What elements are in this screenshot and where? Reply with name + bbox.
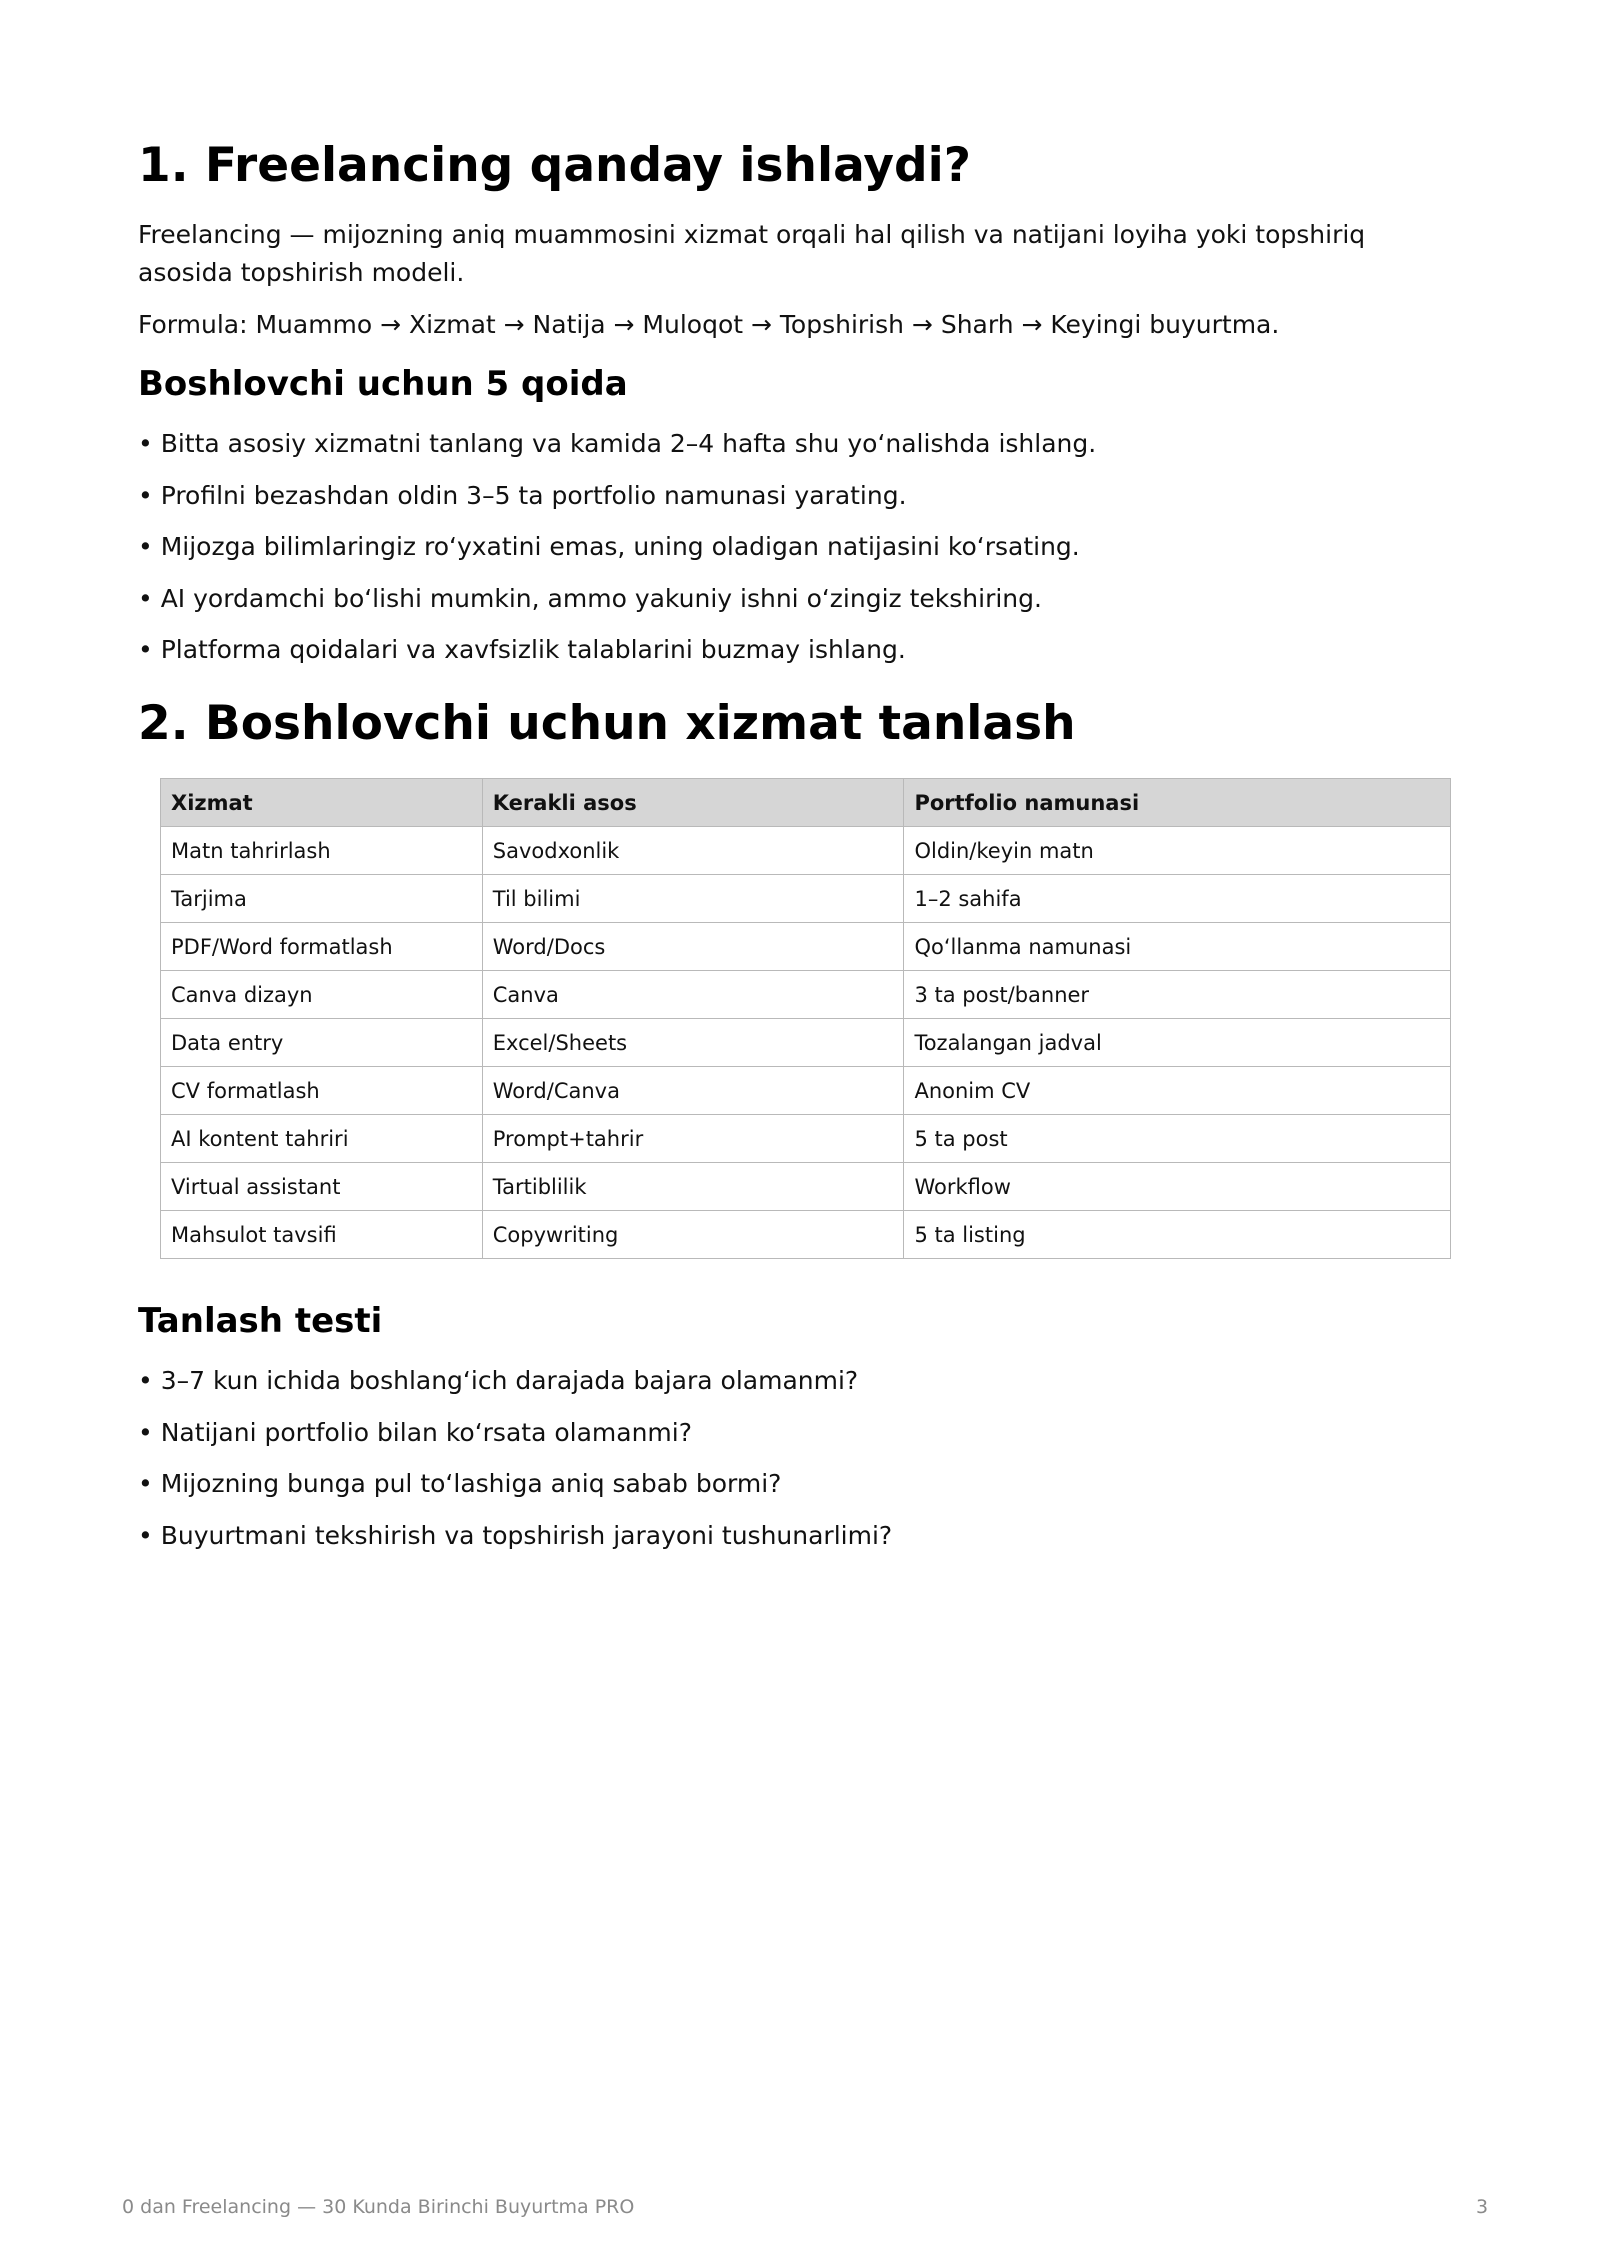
table-cell: Word/Docs — [482, 923, 904, 971]
table-row — [161, 1211, 1451, 1259]
section-1-intro: Freelancing — mijozning aniq muammosini xizmat orqali hal qilish va natijani loyiha yoki topshiriq asosida topshirish modeli. — [138, 220, 1366, 287]
table-cell: 5 ta post — [904, 1115, 1451, 1163]
table-cell: Virtual assistant — [161, 1163, 483, 1211]
selection-test-list — [138, 1355, 892, 1561]
table-cell: Mahsulot tavsifi — [161, 1211, 483, 1259]
table-cell: Copywriting — [482, 1211, 904, 1259]
section-1-title: 1. Freelancing qanday ishlaydi? — [138, 138, 971, 193]
section-1-formula: Formula: Muammo → Xizmat → Natija → Muloqot → Topshirish → Sharh → Keyingi buyurtma. — [138, 310, 1280, 339]
table-cell: Tartiblilik — [482, 1163, 904, 1211]
table-row — [161, 875, 1451, 923]
table-cell: PDF/Word formatlash — [161, 923, 483, 971]
table-cell: Til bilimi — [482, 875, 904, 923]
page-number: 3 — [1476, 2196, 1489, 2218]
table-row — [161, 971, 1451, 1019]
list-item: • 3–7 kun ichida boshlang‘ich darajada bajara olamanmi? — [138, 1366, 859, 1395]
list-item: • Platforma qoidalari va xavfsizlik talablarini buzmay ishlang. — [138, 635, 906, 664]
list-item: • Natijani portfolio bilan ko‘rsata olamanmi? — [138, 1417, 692, 1447]
list-item: • AI yordamchi bo‘lishi mumkin, ammo yakuniy ishni o‘zingiz tekshiring. — [138, 583, 1042, 613]
table-cell: Excel/Sheets — [482, 1019, 904, 1067]
table-cell: Canva dizayn — [161, 971, 483, 1019]
table-cell: Oldin/keyin matn — [904, 827, 1451, 875]
table-cell: 3 ta post/banner — [904, 971, 1451, 1019]
footer-title: 0 dan Freelancing — 30 Kunda Birinchi Buyurtma PRO — [122, 2196, 635, 2218]
table-row — [161, 1163, 1451, 1211]
section-2-title: 2. Boshlovchi uchun xizmat tanlash — [138, 696, 1076, 751]
list-item: • Mijozning bunga pul to‘lashiga aniq sabab bormi? — [138, 1469, 782, 1498]
table-row — [161, 1115, 1451, 1163]
table-cell: 1–2 sahifa — [904, 875, 1451, 923]
list-item: • Mijozga bilimlaringiz ro‘yxatini emas, uning oladigan natijasini ko‘rsating. — [138, 532, 1080, 561]
table-cell: Data entry — [161, 1019, 483, 1067]
table-cell: CV formatlash — [161, 1067, 483, 1115]
table-cell: Savodxonlik — [482, 827, 904, 875]
services-table — [160, 778, 1451, 1259]
table-cell: Prompt+tahrir — [482, 1115, 904, 1163]
table-cell: Matn tahrirlash — [161, 827, 483, 875]
table-row — [161, 923, 1451, 971]
column-header: Kerakli asos — [482, 779, 904, 827]
rules-heading: Boshlovchi uchun 5 qoida — [138, 364, 628, 404]
rules-list — [138, 418, 1096, 676]
table-cell: AI kontent tahriri — [161, 1115, 483, 1163]
table-cell: 5 ta listing — [904, 1211, 1451, 1259]
table-header-row — [161, 779, 1451, 827]
list-item: • Profilni bezashdan oldin 3–5 ta portfolio namunasi yarating. — [138, 480, 907, 510]
table-row — [161, 1019, 1451, 1067]
table-cell: Workflow — [904, 1163, 1451, 1211]
selection-test-heading: Tanlash testi — [138, 1301, 383, 1341]
table-cell: Tarjima — [161, 875, 483, 923]
column-header: Xizmat — [161, 779, 483, 827]
table-cell: Qo‘llanma namunasi — [904, 923, 1451, 971]
table-cell: Anonim CV — [904, 1067, 1451, 1115]
list-item: • Bitta asosiy xizmatni tanlang va kamida 2–4 hafta shu yo‘nalishda ishlang. — [138, 429, 1097, 458]
table-cell: Tozalangan jadval — [904, 1019, 1451, 1067]
column-header: Portfolio namunasi — [904, 779, 1451, 827]
table-row — [161, 1067, 1451, 1115]
list-item: • Buyurtmani tekshirish va topshirish jarayoni tushunarlimi? — [138, 1520, 893, 1550]
table-row — [161, 827, 1451, 875]
table-cell: Word/Canva — [482, 1067, 904, 1115]
table-cell: Canva — [482, 971, 904, 1019]
